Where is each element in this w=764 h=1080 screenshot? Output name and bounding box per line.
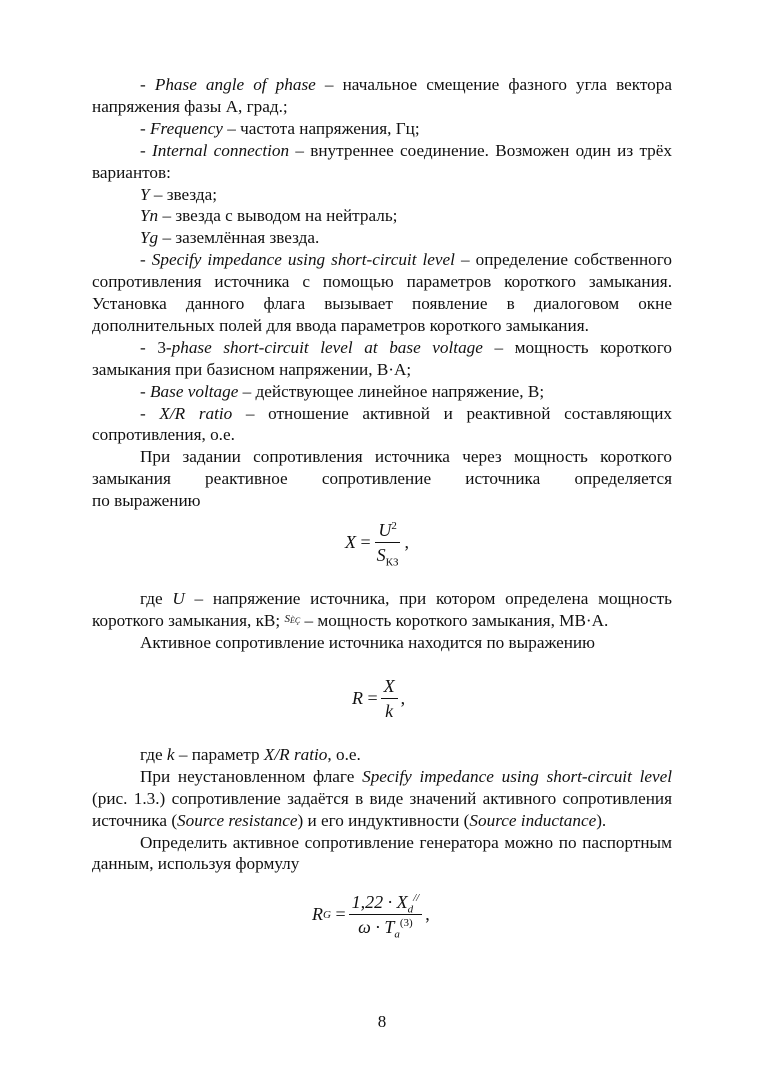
text-line [92,853,672,875]
text-run: данным, используя формулу [92,854,300,874]
text-line [92,293,672,315]
superscript: // [413,892,420,904]
text-run: При задании сопротивления источника через мощность короткого [140,447,672,467]
italic-term: phase short-circuit level at base voltage [171,337,483,357]
denominator: ω · T [358,917,395,937]
subscript: ÈÇ [289,615,301,625]
paragraph [92,403,672,447]
subscript: d [407,903,414,916]
paragraph [92,632,672,654]
denominator: S [376,545,386,565]
text-run: - 3- [140,337,172,357]
comma: , [425,904,430,924]
paragraph [92,766,672,832]
italic-term: Internal connection [152,140,290,160]
text-line [92,205,672,227]
paragraph [92,744,672,766]
text-run: - [140,75,155,94]
paragraph [92,832,672,876]
eq-sign: = [335,904,346,924]
italic-term: Source inductance [469,810,597,830]
text-run: При неустановленном флаге [140,766,363,786]
text-run: – мощность короткого [482,337,672,357]
eq-lhs: R [352,688,363,708]
text-line [92,162,672,184]
text-line [92,140,672,162]
subscript: a [394,928,400,941]
text-run: замыкания реактивное сопротивление источника определяется [92,469,672,489]
italic-term: Y [140,184,150,204]
text-line [92,788,672,810]
italic-term: U [172,589,185,608]
text-line [92,832,672,854]
text-run: – звезда с выводом на нейтраль; [158,206,398,226]
fraction [349,892,423,941]
fraction [381,676,398,721]
inline-formula: SÈÇ [284,612,301,625]
text-run: – отношение активной и реактивной составляющих [232,403,672,423]
text-line [92,610,672,632]
text-run: напряжения фазы А, град.; [92,96,288,116]
text-run: - [140,118,151,138]
eq-sign: = [360,532,371,552]
text-run: - [140,250,152,270]
fraction [374,520,402,569]
text-line [92,271,672,293]
text-run: ) и его индуктивности ( [297,810,470,830]
text-line [92,490,672,512]
text-run: сопротивления источника с помощью параметров короткого замыкания. [92,272,672,292]
italic-term: X/R ratio [263,745,328,764]
text-line [92,184,672,206]
text-run: – напряжение источника, при котором определена мощность [184,589,672,608]
text-line [92,403,672,425]
eq-lhs: X [345,532,356,552]
text-run: (рис. 1.3.) сопротивление задаётся в виде значений активного сопротивления [92,788,672,808]
text-run: - [140,403,160,423]
text-run: – звезда; [149,184,218,204]
paragraph [92,227,672,249]
text-run: дополнительных полей для ввода параметров короткого замыкания. [92,315,589,335]
text-line [92,96,672,118]
eq-sign: = [367,688,378,708]
comma: , [400,688,406,708]
text-run: - [140,140,153,160]
text-line [92,118,672,140]
numerator: X [381,676,398,699]
text-run: Активное сопротивление источника находится по выражению [140,632,595,652]
text-line [92,468,672,490]
italic-term: Yn [140,206,159,226]
paragraph [92,249,672,337]
paragraph [92,140,672,184]
text-line [92,337,672,359]
denominator: k [385,701,394,721]
italic-term: Yg [140,228,159,248]
italic-term: Source resistance [177,810,298,830]
text-run: где [140,745,167,764]
paragraph [92,446,672,512]
italic-term: Frequency [150,118,223,138]
superscript: (3) [399,917,413,929]
numerator: U [378,520,392,540]
text-run: – заземлённая звезда. [158,228,320,248]
text-line [92,744,672,766]
text-run: – начальное смещение фазного угла вектора [315,75,672,94]
text-run: сопротивления, о.е. [92,425,235,445]
paragraph [92,381,672,403]
exponent: 2 [391,520,397,532]
italic-term: Specify impedance using short-circuit level [151,250,455,270]
text-run: – определение собственного [454,250,672,270]
text-line [92,315,672,337]
text-run: Установка данного флага вызывает появление в диалоговом окне [92,293,672,313]
text-line [92,810,672,832]
text-run: - [140,381,151,401]
text-line [92,588,672,610]
text-run: , о.е. [327,745,361,764]
italic-term: X/R ratio [159,403,233,423]
text-line [92,381,672,403]
equation-generator-resistance: R G = $\frac{1,22 \cdot X_d^{//}}{\omega \cdot T_a^{(3)}}$ , [312,892,430,941]
italic-term: Specify impedance using short-circuit level [362,766,673,786]
subscript: КЗ [385,556,399,569]
italic-term: Base voltage [150,381,239,401]
text-run: – внутреннее соединение. Возможен один из трёх [289,140,672,160]
text-run: ). [596,810,607,830]
text-run: источника ( [92,810,178,830]
paragraph [92,588,672,632]
text-run: – параметр [174,745,264,764]
italic-term: k [166,745,175,764]
text-run: – частота напряжения, Гц; [222,118,420,138]
paragraph [92,184,672,206]
text-line [92,632,672,654]
paragraph [92,337,672,381]
paragraph [92,74,672,118]
text-run: Определить активное сопротивление генератора можно по паспортным [140,832,672,852]
text-run: – мощность короткого замыкания, МВ·А. [300,610,609,630]
italic-term: Phase angle of phase [154,75,316,94]
equation-resistance [352,676,405,721]
text-run: по выражению [92,491,201,511]
text-line [92,227,672,249]
text-line [92,446,672,468]
eq-lhs: R [312,904,323,924]
numerator: 1,22 · X [351,892,408,912]
text-run: – действующее линейное напряжение, В; [238,381,545,401]
text-run: где [140,589,173,608]
text-run: замыкания при базисном напряжении, В·А; [92,359,412,379]
text-run: вариантов: [92,162,171,182]
paragraph [92,118,672,140]
text-line [92,359,672,381]
paragraph [92,205,672,227]
text-run: короткого замыкания, кВ; [92,610,285,630]
text-line [92,424,672,446]
equation-reactance [345,520,410,569]
text-line [92,766,672,788]
text-line [92,74,672,96]
page-number: 8 [377,1012,387,1031]
text-line [92,249,672,271]
comma: , [404,532,410,552]
